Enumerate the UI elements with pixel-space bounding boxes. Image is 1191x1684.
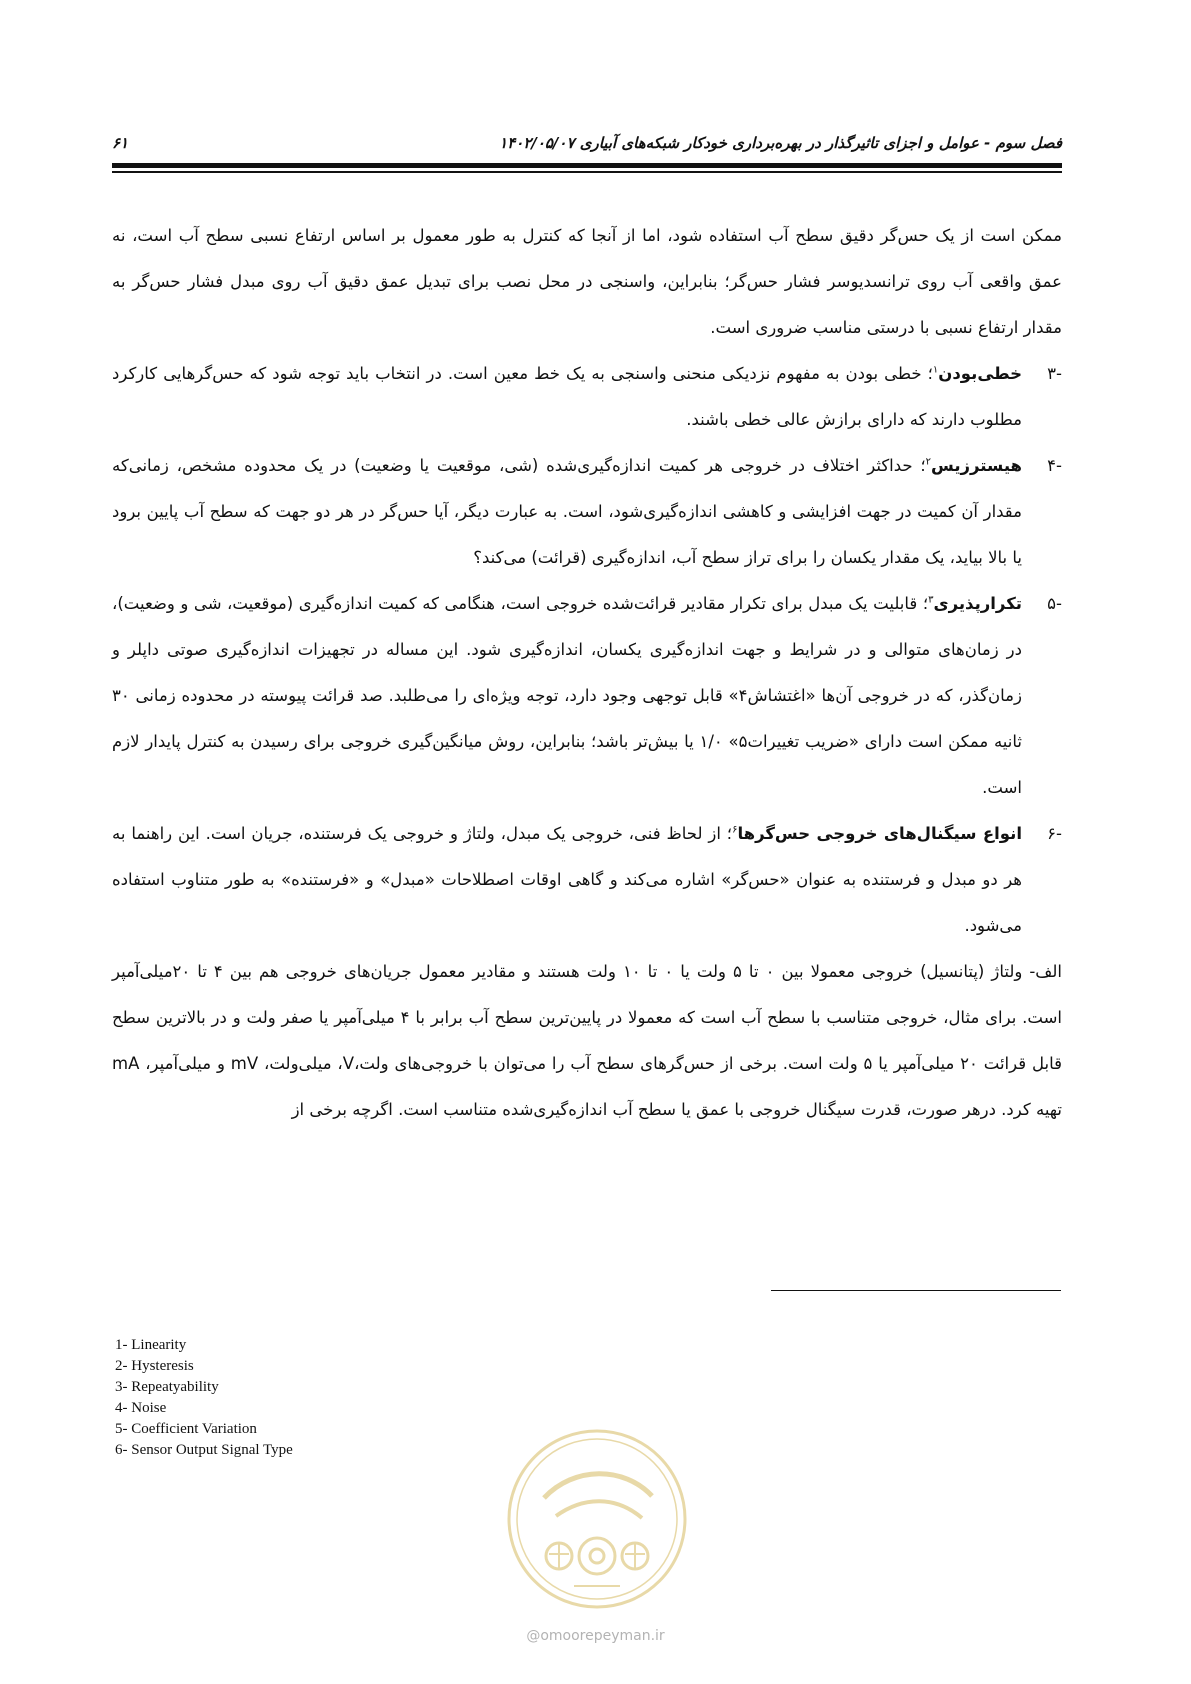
body-text: [112, 213, 1062, 1133]
footnote-ref: ۳: [928, 594, 934, 606]
closing-paragraph: الف- ولتاژ (پتانسیل) خروجی معمولا بین ۰ تا ۵ ولت یا ۰ تا ۱۰ ولت هستند و مقادیر معمول جریان‌های خروجی هم بین ۴ تا ۲۰میلی‌آمپر است. برای مثال، خروجی متناسب با سطح آب است که معمولا در پایین‌ترین سطح آب برابر با ۴ میلی‌آمپر یا صفر ولت و در بالاترین سطح قابل قرائت ۲۰ میلی‌آمپر یا ۵ ولت است. برخی از حس‌گرهای سطح آب را می‌توان با خروجی‌های ولت،V، میلی‌ولت، mV و میلی‌آمپر، mA تهیه کرد. درهر صورت، قدرت سیگنال خروجی با عمق یا سطح آب اندازه‌گیری‌شده متناسب است. اگرچه برخی از: [112, 962, 1062, 1119]
item-term: خطی‌بودن: [938, 364, 1022, 383]
item-text: ؛ خطی بودن به مفهوم نزدیکی منحنی واسنجی به یک خط معین است. در انتخاب باید توجه شود که حس‌گرهایی کارکرد مطلوب دارند که دارای برازش عالی خطی باشند.: [112, 364, 1022, 429]
footnotes: [115, 1335, 293, 1461]
intro-paragraph: ممکن است از یک حس‌گر دقیق سطح آب استفاده شود، اما از آنجا که کنترل به طور معمول بر اساس ارتفاع نسبی سطح آب است، نه عمق واقعی آب روی ترانسدیوسر فشار حس‌گر؛ بنابراین، واسنجی در محل نصب برای تبدیل عمق دقیق آب روی مبدل فشار حس‌گر به مقدار ارتفاع نسبی با درستی مناسب ضروری است.: [112, 226, 1062, 337]
running-header: [112, 130, 1062, 156]
list-item-hysteresis: [112, 443, 1062, 581]
footnote-ref: ۶: [732, 824, 738, 836]
item-term: انواع سیگنال‌های خروجی حس‌گرها: [737, 824, 1022, 843]
item-number: -۵: [1047, 594, 1062, 613]
footnote: 1- Linearity: [115, 1337, 187, 1353]
header-rule-thick: [112, 163, 1062, 168]
header-rule-thin: [112, 171, 1062, 173]
footnote: 3- Repeatyability: [115, 1379, 219, 1395]
chapter-title: فصل سوم - عوامل و اجزای تاثیرگذار در بهره‌برداری خودکار شبکه‌های آبیاری ۱۴۰۲/۰۵/۰۷: [499, 134, 1062, 152]
list-item-repeatability: [112, 581, 1062, 811]
footnote-separator: [771, 1290, 1061, 1291]
item-number: -۶: [1047, 824, 1062, 843]
item-number: -۴: [1047, 456, 1062, 475]
page-number: ۶۱: [112, 134, 129, 152]
footnote: 4- Noise: [115, 1400, 167, 1416]
list-item-output-signal: [112, 811, 1062, 949]
footnote: 2- Hysteresis: [115, 1358, 194, 1374]
footnote-ref: ۲: [925, 456, 932, 468]
item-text: ؛ از لحاظ فنی، خروجی یک مبدل، ولتاژ و خروجی یک فرستنده، جریان است. این راهنما به هر دو مبدل و فرستنده به عنوان «حس‌گر» اشاره می‌کند و گاهی اوقات اصطلاحات «مبدل» و «فرستنده» به طور متناوب استفاده می‌شود.: [112, 824, 1022, 935]
item-text: ؛ حداکثر اختلاف در خروجی هر کمیت اندازه‌گیری‌شده (شی، موقعیت یا وضعیت) در یک محدوده مشخص، زمانی‌که مقدار آن کمیت در جهت افزایشی و کاهشی اندازه‌گیری‌شود، است. به عبارت دیگر، آیا حس‌گر در هر دو جهت که سطح آب پایین برود یا بالا بیاید، یک مقدار یکسان را برای تراز سطح آب، اندازه‌گیری (قرائت) می‌کند؟: [112, 456, 1022, 567]
watermark-website: @omoorepeyman.ir: [526, 1628, 665, 1644]
item-term: هیسترزیس: [931, 456, 1022, 475]
footnote: 6- Sensor Output Signal Type: [115, 1442, 293, 1458]
item-term: تکرارپذیری: [933, 594, 1022, 613]
watermark-seal-icon: [504, 1426, 690, 1612]
list-item-linearity: [112, 351, 1062, 443]
item-text: ؛ قابلیت یک مبدل برای تکرار مقادیر قرائت‌شده خروجی است، هنگامی که کمیت اندازه‌گیری (موقعیت، شی و وضعیت)، در زمان‌های متوالی و در شرایط و جهت اندازه‌گیری یکسان، اندازه‌گیری شود. این مساله در تجهیزات اندازه‌گیری صوتی داپلر و زمان‌گذر، که در خروجی آن‌ها «اغتشاش۴» قابل توجهی وجود دارد، توجه ویژه‌ای را می‌طلبد. صد قرائت پیوسته در محدوده زمانی ۳۰ ثانیه ممکن است دارای «ضریب تغییرات۵» ۱/۰ یا بیش‌تر باشد؛ بنابراین، روش میانگین‌گیری خروجی برای رسیدن به کنترل پایدار لازم است.: [112, 594, 1022, 797]
item-number: -۳: [1047, 364, 1062, 383]
footnote: 5- Coefficient Variation: [115, 1421, 257, 1437]
footnote-ref: ۱: [932, 364, 939, 376]
